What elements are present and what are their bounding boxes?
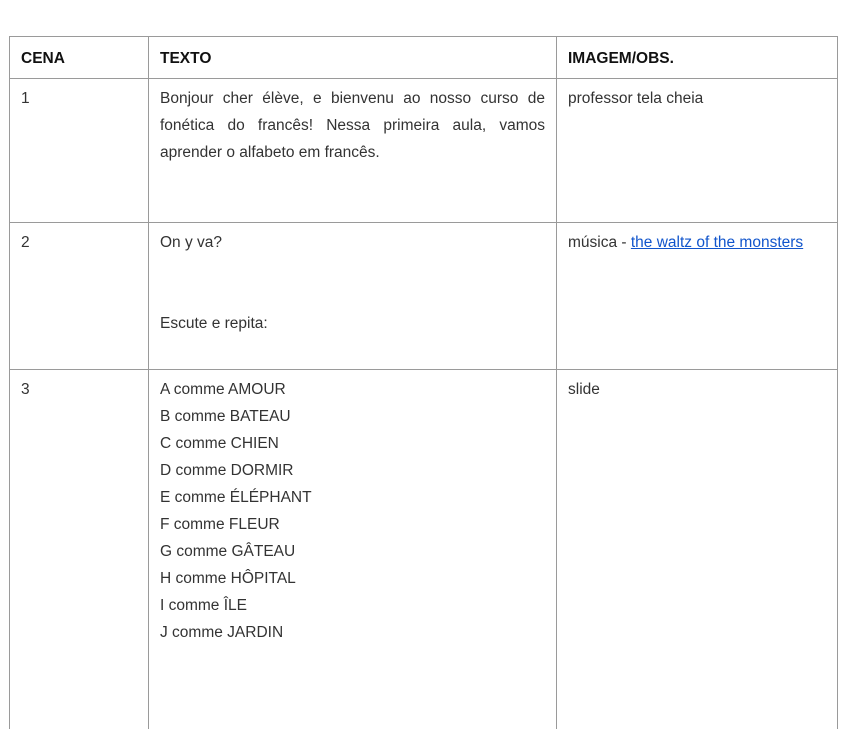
header-texto: TEXTO (149, 37, 557, 79)
table-row (10, 370, 838, 729)
alphabet-line: B comme BATEAU (160, 408, 291, 425)
obs-cell: professor tela cheia (557, 79, 838, 223)
header-imagem-obs: IMAGEM/OBS. (557, 37, 838, 79)
obs-cell: slide (557, 370, 838, 729)
alphabet-line: E comme ÉLÉPHANT (160, 489, 312, 506)
alphabet-line: F comme FLEUR (160, 516, 280, 533)
alphabet-line: J comme JARDIN (160, 624, 284, 641)
cena-cell: 3 (10, 370, 149, 729)
obs-prefix: música - (568, 234, 631, 251)
header-cena: CENA (10, 37, 149, 79)
alphabet-line: C comme CHIEN (160, 435, 279, 452)
texto-line: On y va? (160, 234, 223, 251)
music-link[interactable]: the waltz of the monsters (630, 234, 804, 251)
alphabet-line: A comme AMOUR (160, 381, 286, 398)
obs-cell (557, 223, 838, 370)
blank-space (160, 256, 545, 310)
texto-line: Escute e repita: (160, 315, 268, 332)
table-row (10, 79, 838, 223)
texto-cell (149, 370, 557, 729)
header-row (10, 37, 838, 79)
script-table (9, 36, 838, 729)
alphabet-line: D comme DORMIR (160, 462, 294, 479)
texto-cell (149, 223, 557, 370)
texto-cell: Bonjour cher élève, e bienvenu ao nosso curso de fonética do francês! Nessa primeira aula, vamos aprender o alfabeto em francês. (149, 79, 557, 223)
cena-cell: 1 (10, 79, 149, 223)
table-row (10, 223, 838, 370)
alphabet-line: G comme GÂTEAU (160, 543, 296, 560)
alphabet-line: H comme HÔPITAL (160, 570, 296, 587)
alphabet-line: I comme ÎLE (160, 597, 247, 614)
cena-cell: 2 (10, 223, 149, 370)
